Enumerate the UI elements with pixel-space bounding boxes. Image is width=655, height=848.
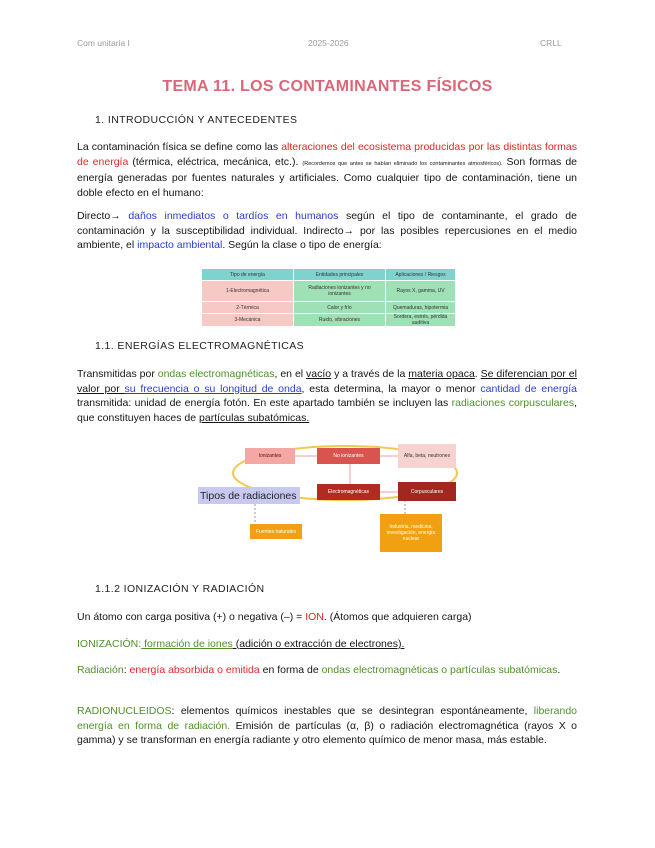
ionization-paragraph: IONIZACIÓN: formación de iones (adición o extracción de electrones). [77,638,405,650]
table-header-cell: Tipo de energía [202,269,294,281]
header-year: 2025-2026 [308,38,349,48]
table-cell: 2-Térmica [202,302,294,314]
effects-paragraph: Directo→ daños inmediatos o tardíos en humanos según el tipo de contaminante, el grado de contaminación y la susceptibilidad individual. Indirecto→ por las posibles repercusiones en el medio ambiente, el impacto ambiental. Según la clase o tipo de energía: [77,210,577,251]
box-electromagneticas: Electromagnéticas [317,484,380,500]
radiation-paragraph: Radiación: energía absorbida o emitida en forma de ondas electromagnéticas o partículas subatómicas. [77,664,561,676]
header-course: Com unitaria I [77,38,130,48]
table-header-cell: Aplicaciones / Riesgos [386,269,456,281]
radionuclides-paragraph: RADIONUCLEIDOS: elementos químicos inestables que se desintegran espontáneamente, liberando energía en forma de radiación. Emisión de partículas (α, β) o radiación electromagnética (rayos X o gamma) y se transforman en energía radiante y otro elemento químico de menor masa, más estable. [77,705,577,746]
section-heading-intro: 1. INTRODUCCIÓN Y ANTECEDENTES [95,114,298,126]
table-header-row [202,269,456,281]
intro-paragraph: La contaminación física se define como las alteraciones del ecosistema producidas por las distintas formas de energía (térmica, eléctrica, mecánica, etc.). (Recordemos que antes se habían eliminado los contaminantes atmosféricos). Son formas de energía generadas por fuentes naturales y artificiales. Como cualquier tipo de contaminación, tiene un doble efecto en el humano: [77,141,577,199]
table-cell: Radiaciones ionizantes y no ionizantes [294,281,386,302]
energy-table [201,268,456,327]
box-particulas: Alfa, beta, neutrones [398,444,456,468]
table-cell: Calor y frío [294,302,386,314]
table-cell: Quemaduras, hipotermia [386,302,456,314]
box-no-ionizantes: No ionizantes [317,448,380,464]
table-cell: 1-Electromagnética [202,281,294,302]
table-cell: Sordera, estrés, pérdida auditiva [386,314,456,327]
diagram-center-label: Tipos de radiaciones [198,487,300,504]
table-header-cell: Entidades principales [294,269,386,281]
box-fuentes: Fuentes naturales [250,524,302,539]
table-cell: Ruido, vibraciones [294,314,386,327]
table-row [202,314,456,327]
section-heading-electromagnetic: 1.1. ENERGÍAS ELECTROMAGNÉTICAS [95,340,305,352]
box-corpusculares: Corpusculares [398,482,456,501]
section-heading-ionization: 1.1.2 IONIZACIÓN Y RADIACIÓN [95,583,265,595]
box-usos: Industria, medicina, investigación, energía nuclear [380,514,442,552]
table-cell: 3-Mecánica [202,314,294,327]
table-cell: Rayos X, gamma, UV [386,281,456,302]
ion-paragraph: Un átomo con carga positiva (+) o negativa (–) = ION. (Átomos que adquieren carga) [77,611,472,623]
box-ionizantes: Ionizantes [245,448,295,464]
electromagnetic-paragraph: Transmitidas por ondas electromagnéticas, en el vacío y a través de la materia opaca. Se diferencian por el valor por su frecuencia o su longitud de onda, esta determina, la mayor o menor cantidad de energía transmitida: unidad de energía fotón. En este apartado también se incluyen las radiaciones corpusculares, que constituyen haces de partículas subatómicas. [77,368,578,424]
radiation-types-diagram [195,440,465,555]
header-author: CRLL [540,38,562,48]
page-title: TEMA 11. LOS CONTAMINANTES FÍSICOS [162,78,493,95]
table-row [202,281,456,302]
table-row [202,302,456,314]
